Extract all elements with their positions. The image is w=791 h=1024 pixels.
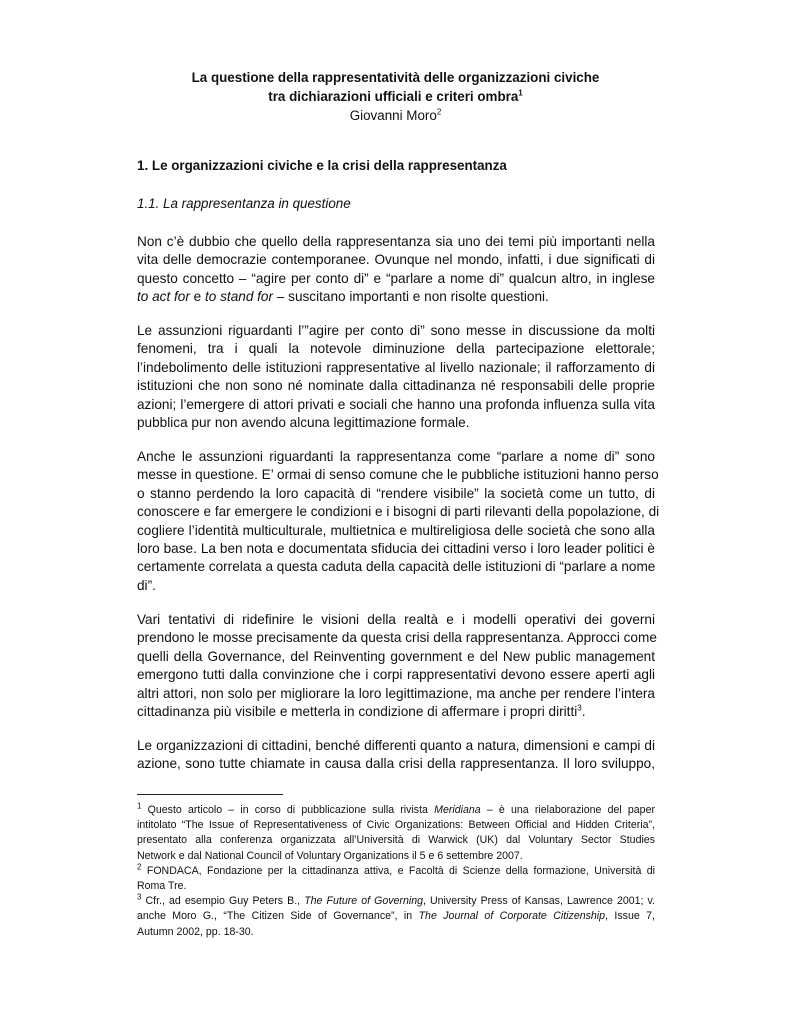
paragraph-line: vita delle democrazie contemporanee. Ovunque nel mondo, infatti, i due significati di <box>137 252 655 268</box>
title-line-2 <box>137 87 654 106</box>
footnote-line: Network e dal National Council of Voluntary Organizations il 5 e 6 settembre 2007. <box>137 849 523 862</box>
footnote-separator <box>137 794 283 795</box>
paragraph-line: azione, sono tutte chiamate in causa dalla crisi della rappresentanza. Il loro sviluppo, <box>137 756 655 772</box>
footnote-line: intitolato “The Issue of Representativeness of Civic Organizations: Between Official and Hidden Criteria”, <box>137 819 655 832</box>
line-text: , University Press of Kansas, Lawrence 2001; v. <box>422 895 655 908</box>
paragraph-line: altri attori, non solo per migliorare la loro legittimazione, ma anche per rendere l’intera <box>137 685 655 701</box>
footnote-1 <box>137 803 655 864</box>
paragraph-line: o stanno perdendo la loro capacità di “rendere visibile” la società come un tutto, di <box>137 485 655 501</box>
line-text: cittadinanza più visibile e metterla in condizione di affermare i propri diritti <box>137 704 578 720</box>
title-block <box>137 68 654 125</box>
footnote-line <box>137 894 655 909</box>
line-text: e <box>189 289 206 305</box>
footnotes <box>137 803 655 940</box>
paragraph-line: emergono tutti dalla convinzione che i corpi rappresentativi devono essere aperti agli <box>137 667 655 683</box>
footnote-3 <box>137 894 655 940</box>
paragraph-line: cogliere l’identità multiculturale, multietnica e multireligiosa delle società che sono alla <box>137 522 655 538</box>
paragraph-line: Le assunzioni riguardanti l’”agire per conto di” sono messe in discussione da molti <box>137 323 655 338</box>
paragraph-line: azioni; l’emergere di attori privati e sociali che hanno una profonda influenza sulla vita <box>137 396 655 412</box>
paragraph-line: Non c’è dubbio che quello della rappresentanza sia uno dei temi più importanti nella <box>137 234 655 249</box>
paragraph-1 <box>137 233 655 307</box>
paragraph-5 <box>137 737 655 774</box>
subsection-heading: 1.1. La rappresentanza in questione <box>137 196 351 211</box>
paragraph-line: di”. <box>137 577 156 593</box>
paragraph-line: istituzioni che non sono né nominate dalla cittadinanza né responsabili delle proprie <box>137 378 655 394</box>
italic-term: The Future of Governing <box>304 895 423 908</box>
footnote-ref-2: 2 <box>436 107 442 117</box>
italic-term: Meridiana <box>434 804 481 816</box>
footnote-ref-1: 1 <box>518 88 523 98</box>
paragraph-line: fenomeni, tra i quali la notevole diminuzione della partecipazione elettorale; <box>137 341 655 357</box>
paragraph-3 <box>137 448 660 595</box>
paragraph-line: messe in questione. E’ ormai di senso comune che le pubbliche istituzioni hanno perso <box>137 467 659 483</box>
footnote-mark: 2 <box>137 862 142 872</box>
line-text: Cfr., ad esempio Guy Peters B., <box>141 895 305 908</box>
footnote-line: presentato alla conferenza organizzata all’Università di Warwick (UK) dal Voluntary Sector Studies <box>137 834 655 847</box>
footnote-line: Roma Tre. <box>137 880 187 893</box>
author-text: Giovanni Moro <box>349 108 437 123</box>
line-text: FONDACA, Fondazione per la cittadinanza attiva, e Facoltà di Scienze della formazione, Università di <box>141 864 655 877</box>
paragraph-line: quelli della Governance, del Reinventing government e del New public management <box>137 648 655 664</box>
author-name <box>137 106 654 125</box>
footnote-2 <box>137 864 655 894</box>
footnote-mark: 1 <box>137 801 142 811</box>
title-line-2-text: tra dichiarazioni ufficiali e criteri ombra <box>268 89 519 104</box>
footnote-line: Autumn 2002, pp. 18-30. <box>137 925 254 938</box>
line-text: – è una rielaborazione del paper <box>480 804 655 816</box>
line-text: Questo articolo – in corso di pubblicazione sulla rivista <box>141 804 435 816</box>
paragraph-line: loro base. La ben nota e documentata sfiducia dei cittadini verso i loro leader politici è <box>137 541 655 557</box>
paragraph-line: Le organizzazioni di cittadini, benché differenti quanto a natura, dimensioni e campi di <box>137 738 655 753</box>
line-text: – suscitano importanti e non risolte questioni. <box>273 289 549 305</box>
paragraph-line: certamente correlata a questa caduta della capacità delle istituzioni di “parlare a nome <box>137 559 656 575</box>
footnote-line <box>137 909 655 924</box>
paragraph-2 <box>137 322 655 432</box>
paragraph-4 <box>137 611 655 721</box>
footnote-ref-3: 3 <box>577 703 582 713</box>
title-line-1: La questione della rappresentatività delle organizzazioni civiche <box>191 70 600 85</box>
footnote-mark: 3 <box>137 892 142 902</box>
paragraph-line: cittadinanza più visibile e metterla in condizione di affermare i propri diritti$^3$. <box>137 703 586 720</box>
paragraph-line: prendono le mosse precisamente da questa crisi della rappresentanza. Approcci come <box>137 630 657 646</box>
paragraph-line: l’indebolimento delle istituzioni rappresentative al livello nazionale; il rafforzamento di <box>137 359 655 375</box>
line-text: , Issue 7, <box>605 910 655 923</box>
paragraph-line: Anche le assunzioni riguardanti la rappresentanza come “parlare a nome di” sono <box>137 449 655 464</box>
line-text: anche Moro G., “The Citizen Side of Governance”, in <box>137 910 419 923</box>
paragraph-line <box>137 288 655 306</box>
paragraph-line: conoscere e far emergere le condizioni e i bisogni di parti rilevanti della popolazione, di <box>137 504 660 520</box>
section-heading: 1. Le organizzazioni civiche e la crisi della rappresentanza <box>137 158 507 173</box>
paragraph-line: Vari tentativi di ridefinire le visioni della realtà e i modelli operativi dei governi <box>137 612 655 627</box>
footnote-line <box>137 803 655 818</box>
paragraph-line: questo concetto – “agire per conto di” e “parlare a nome di” qualcun altro, in inglese <box>137 270 655 286</box>
paragraph-line: pubblica pur non avendo alcuna legittimazione formale. <box>137 415 470 431</box>
italic-term: to act for <box>137 289 190 305</box>
italic-term: to stand for <box>205 289 274 305</box>
footnote-line <box>137 864 655 879</box>
italic-term: The Journal of Corporate Citizenship <box>418 910 606 923</box>
